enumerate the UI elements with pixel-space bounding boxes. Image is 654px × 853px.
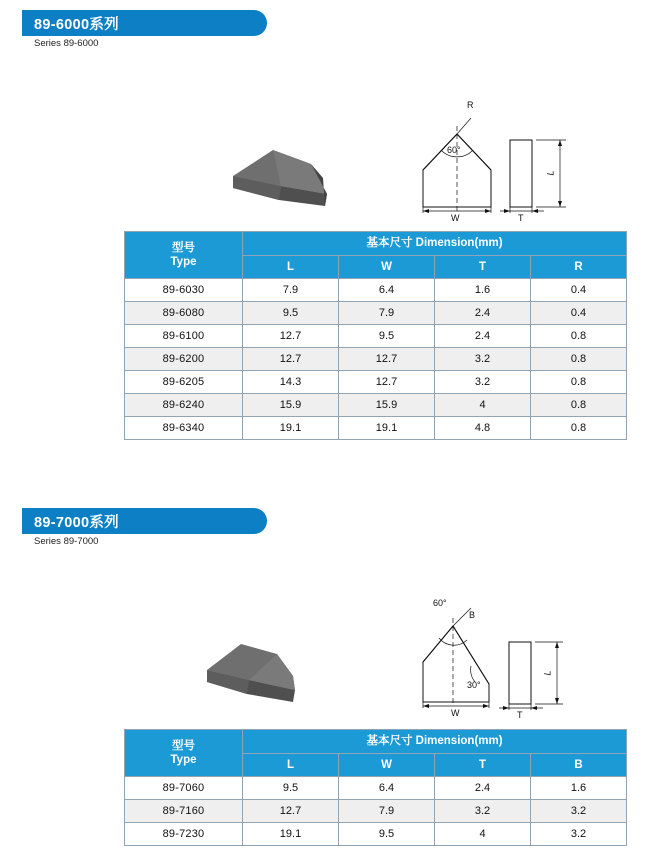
table-header-type-cn: 型号 xyxy=(172,241,195,254)
table-header-col-l: L xyxy=(243,256,339,279)
label-b: B xyxy=(469,610,476,620)
cell-type: 89-7160 xyxy=(125,800,243,823)
cell-l: 12.7 xyxy=(243,348,339,371)
cell-type: 89-6340 xyxy=(125,417,243,440)
figures-row xyxy=(0,590,654,720)
cell-w: 7.9 xyxy=(339,302,435,325)
cell-r: 0.4 xyxy=(531,302,627,325)
cell-type: 89-7060 xyxy=(125,777,243,800)
cell-b: 3.2 xyxy=(531,800,627,823)
table-header-col-t: T xyxy=(435,256,531,279)
cell-t: 1.6 xyxy=(435,279,531,302)
table-row xyxy=(125,371,627,394)
cell-type: 89-6100 xyxy=(125,325,243,348)
cell-t: 2.4 xyxy=(435,325,531,348)
section-title: 89-6000系列 xyxy=(34,16,119,33)
label-angle-30: 30° xyxy=(467,680,481,690)
label-l: L xyxy=(545,170,556,176)
cell-l: 19.1 xyxy=(243,823,339,846)
table-header-col-w: W xyxy=(339,754,435,777)
cell-w: 9.5 xyxy=(339,823,435,846)
label-t: T xyxy=(517,710,523,720)
section-subtitle: Series 89-7000 xyxy=(34,536,99,547)
cell-type: 89-6080 xyxy=(125,302,243,325)
insert-3d-illustration xyxy=(195,632,325,727)
label-l: L xyxy=(542,670,553,676)
table-header-col-w: W xyxy=(339,256,435,279)
table-header-group: 基本尺寸 Dimension(mm) xyxy=(243,730,627,754)
section-title: 89-7000系列 xyxy=(34,514,119,531)
cell-type: 89-7230 xyxy=(125,823,243,846)
table-row xyxy=(125,823,627,846)
table-row xyxy=(125,348,627,371)
table-header-col-t: T xyxy=(435,754,531,777)
table-row xyxy=(125,279,627,302)
table-header-type xyxy=(125,730,243,777)
table-row xyxy=(125,800,627,823)
cell-w: 15.9 xyxy=(339,394,435,417)
cell-l: 15.9 xyxy=(243,394,339,417)
cell-r: 0.8 xyxy=(531,394,627,417)
table-header-type xyxy=(125,232,243,279)
table-header-type-en: Type xyxy=(170,754,197,766)
cell-l: 7.9 xyxy=(243,279,339,302)
label-angle-60: 60° xyxy=(433,598,447,608)
figures-row xyxy=(0,92,654,222)
cell-l: 9.5 xyxy=(243,302,339,325)
cell-l: 9.5 xyxy=(243,777,339,800)
cell-r: 0.4 xyxy=(531,279,627,302)
cell-w: 6.4 xyxy=(339,279,435,302)
cell-l: 12.7 xyxy=(243,800,339,823)
cell-l: 19.1 xyxy=(243,417,339,440)
section-banner xyxy=(22,10,267,36)
cell-b: 1.6 xyxy=(531,777,627,800)
label-t: T xyxy=(518,213,524,223)
cell-t: 2.4 xyxy=(435,302,531,325)
table-header-col-b: B xyxy=(531,754,627,777)
cell-w: 9.5 xyxy=(339,325,435,348)
cell-type: 89-6240 xyxy=(125,394,243,417)
cell-type: 89-6030 xyxy=(125,279,243,302)
cell-type: 89-6200 xyxy=(125,348,243,371)
cell-l: 12.7 xyxy=(243,325,339,348)
table-row xyxy=(125,325,627,348)
cell-t: 3.2 xyxy=(435,348,531,371)
table-row xyxy=(125,302,627,325)
label-w: W xyxy=(451,708,460,718)
cell-w: 7.9 xyxy=(339,800,435,823)
cell-type: 89-6205 xyxy=(125,371,243,394)
cell-r: 0.8 xyxy=(531,371,627,394)
table-row xyxy=(125,417,627,440)
section-89-7000 xyxy=(0,498,654,840)
cell-w: 12.7 xyxy=(339,371,435,394)
table-header-group: 基本尺寸 Dimension(mm) xyxy=(243,232,627,256)
cell-r: 0.8 xyxy=(531,417,627,440)
cell-t: 4 xyxy=(435,823,531,846)
cell-t: 4 xyxy=(435,394,531,417)
cell-w: 6.4 xyxy=(339,777,435,800)
cell-t: 3.2 xyxy=(435,800,531,823)
cell-r: 0.8 xyxy=(531,348,627,371)
insert-3d-illustration xyxy=(215,134,345,229)
cell-t: 2.4 xyxy=(435,777,531,800)
dimension-table-89-7000 xyxy=(124,729,627,846)
label-angle-60: 60° xyxy=(447,145,461,155)
side-view-drawing xyxy=(500,112,620,222)
cell-b: 3.2 xyxy=(531,823,627,846)
table-header-type-cn: 型号 xyxy=(172,739,195,752)
section-subtitle: Series 89-6000 xyxy=(34,38,99,49)
table-row xyxy=(125,394,627,417)
section-header xyxy=(0,498,654,547)
table-row xyxy=(125,777,627,800)
table-header-type-en: Type xyxy=(170,256,197,268)
table-header-col-r: R xyxy=(531,256,627,279)
dimension-table-89-6000 xyxy=(124,231,627,440)
label-r: R xyxy=(467,100,474,110)
cell-t: 4.8 xyxy=(435,417,531,440)
table-header-col-l: L xyxy=(243,754,339,777)
section-banner xyxy=(22,508,267,534)
cell-r: 0.8 xyxy=(531,325,627,348)
side-view-drawing xyxy=(495,612,615,722)
cell-l: 14.3 xyxy=(243,371,339,394)
cell-w: 12.7 xyxy=(339,348,435,371)
cell-w: 19.1 xyxy=(339,417,435,440)
cell-t: 3.2 xyxy=(435,371,531,394)
label-w: W xyxy=(451,213,460,223)
section-header xyxy=(0,0,654,49)
